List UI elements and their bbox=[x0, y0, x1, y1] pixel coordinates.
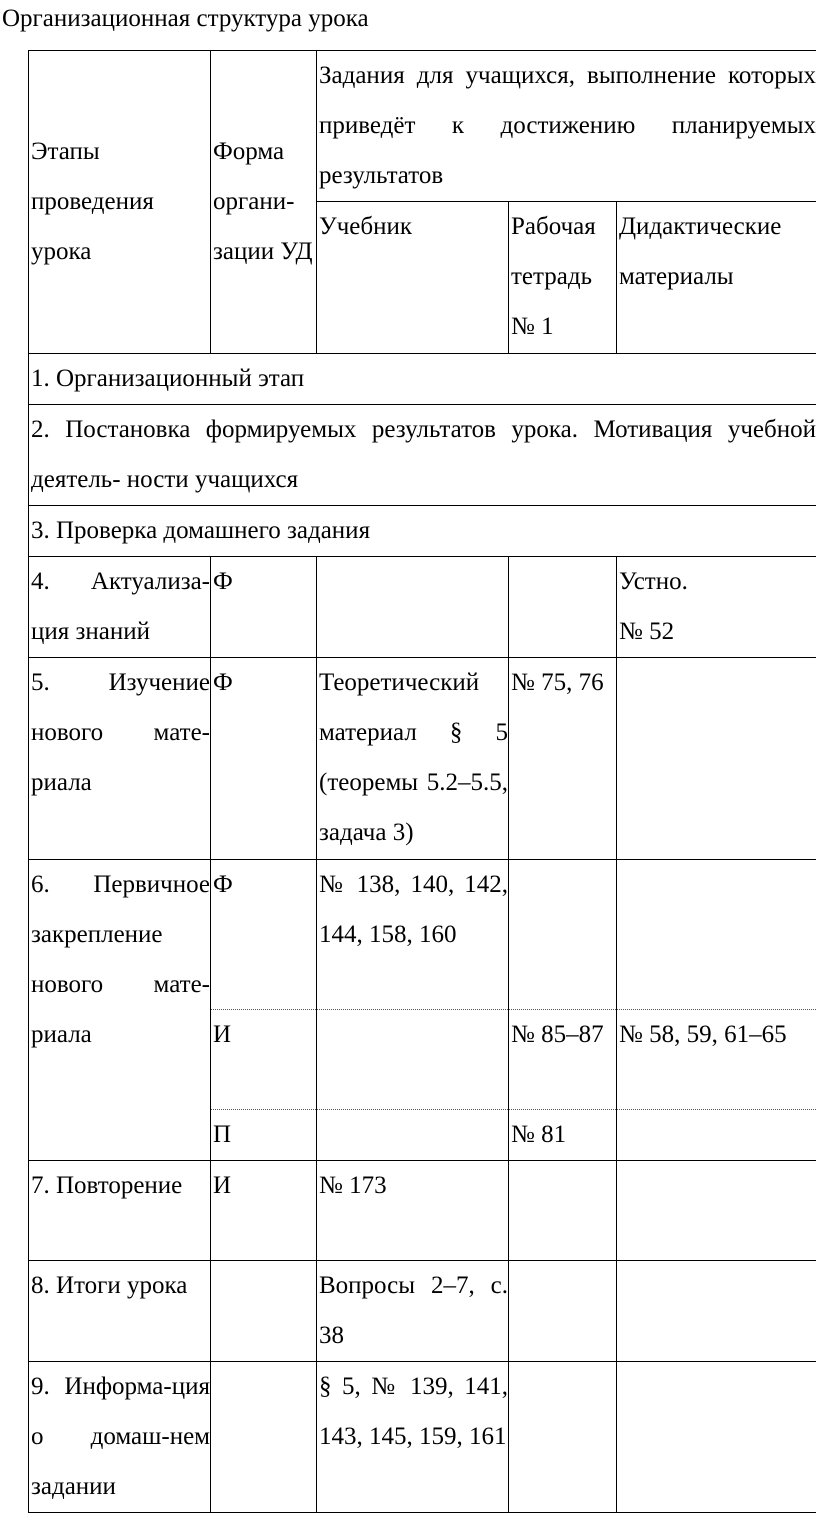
page-title: Организационная структура урока bbox=[2, 2, 369, 36]
form-cell bbox=[211, 1261, 317, 1362]
textbook-cell bbox=[317, 1110, 509, 1161]
textbook-cell: № 138, 140, 142, 144, 158, 160 bbox=[317, 860, 509, 1010]
row-goal-setting: 2. Постановка формируемых результатов урока. Мотивация учебной деятель- ности учащихся bbox=[29, 405, 816, 506]
didactic-line: № 52 bbox=[619, 607, 816, 657]
table-row bbox=[29, 860, 816, 1010]
lesson-structure-table bbox=[28, 50, 816, 1513]
form-cell: Ф bbox=[211, 860, 317, 1010]
workbook-cell bbox=[509, 557, 617, 658]
didactic-cell bbox=[617, 1161, 816, 1261]
stage-cell: 5. Изучение нового мате-риала bbox=[29, 658, 211, 860]
didactic-cell bbox=[617, 1362, 816, 1513]
row-homework-check: 3. Проверка домашнего задания bbox=[29, 506, 816, 557]
textbook-cell: № 173 bbox=[317, 1161, 509, 1261]
row-organizational-stage: 1. Организационный этап bbox=[29, 354, 816, 405]
textbook-cell: Теоретический материал § 5 (теоремы 5.2–5.5, задача 3) bbox=[317, 658, 509, 860]
workbook-cell bbox=[509, 1261, 617, 1362]
form-cell: И bbox=[211, 1161, 317, 1261]
stage-cell: 9. Информа-ция о домаш-нем задании bbox=[29, 1362, 211, 1513]
didactic-cell bbox=[617, 860, 816, 1010]
didactic-cell bbox=[617, 1261, 816, 1362]
stage-cell: 4. Актуализа-ция знаний bbox=[29, 557, 211, 658]
workbook-cell bbox=[509, 1362, 617, 1513]
form-cell: Ф bbox=[211, 557, 317, 658]
textbook-cell: Вопросы 2–7, с. 38 bbox=[317, 1261, 509, 1362]
table-row bbox=[29, 1161, 816, 1261]
textbook-cell bbox=[317, 1010, 509, 1110]
workbook-cell: № 75, 76 bbox=[509, 658, 617, 860]
didactic-cell bbox=[617, 1110, 816, 1161]
stage-cell: 7. Повторение bbox=[29, 1161, 211, 1261]
didactic-cell: № 58, 59, 61–65 bbox=[617, 1010, 816, 1110]
form-cell bbox=[211, 1362, 317, 1513]
table-row bbox=[29, 557, 816, 658]
workbook-cell: № 85–87 bbox=[509, 1010, 617, 1110]
header-tasks: Задания для учащихся, выполнение которых приведёт к достижению планируемых результатов bbox=[317, 51, 816, 202]
form-cell: И bbox=[211, 1010, 317, 1110]
stage-cell: 8. Итоги урока bbox=[29, 1261, 211, 1362]
textbook-cell bbox=[317, 557, 509, 658]
form-cell: П bbox=[211, 1110, 317, 1161]
table-row bbox=[29, 1261, 816, 1362]
header-didactic: Дидактические материалы bbox=[617, 202, 816, 354]
didactic-line: Устно. bbox=[619, 557, 816, 607]
header-textbook: Учебник bbox=[317, 202, 509, 354]
stage-cell: 6. Первичное закрепление нового мате-риала bbox=[29, 860, 211, 1161]
didactic-cell bbox=[617, 658, 816, 860]
header-stages: Этапы проведения урока bbox=[29, 51, 211, 354]
didactic-cell bbox=[617, 557, 816, 658]
table-row bbox=[29, 658, 816, 860]
header-form: Форма органи-зации УД bbox=[211, 51, 317, 354]
table-row bbox=[29, 1362, 816, 1513]
textbook-cell: § 5, № 139, 141, 143, 145, 159, 161 bbox=[317, 1362, 509, 1513]
form-cell: Ф bbox=[211, 658, 317, 860]
workbook-cell: № 81 bbox=[509, 1110, 617, 1161]
workbook-cell bbox=[509, 860, 617, 1010]
header-workbook: Рабочая тетрадь № 1 bbox=[509, 202, 617, 354]
workbook-cell bbox=[509, 1161, 617, 1261]
